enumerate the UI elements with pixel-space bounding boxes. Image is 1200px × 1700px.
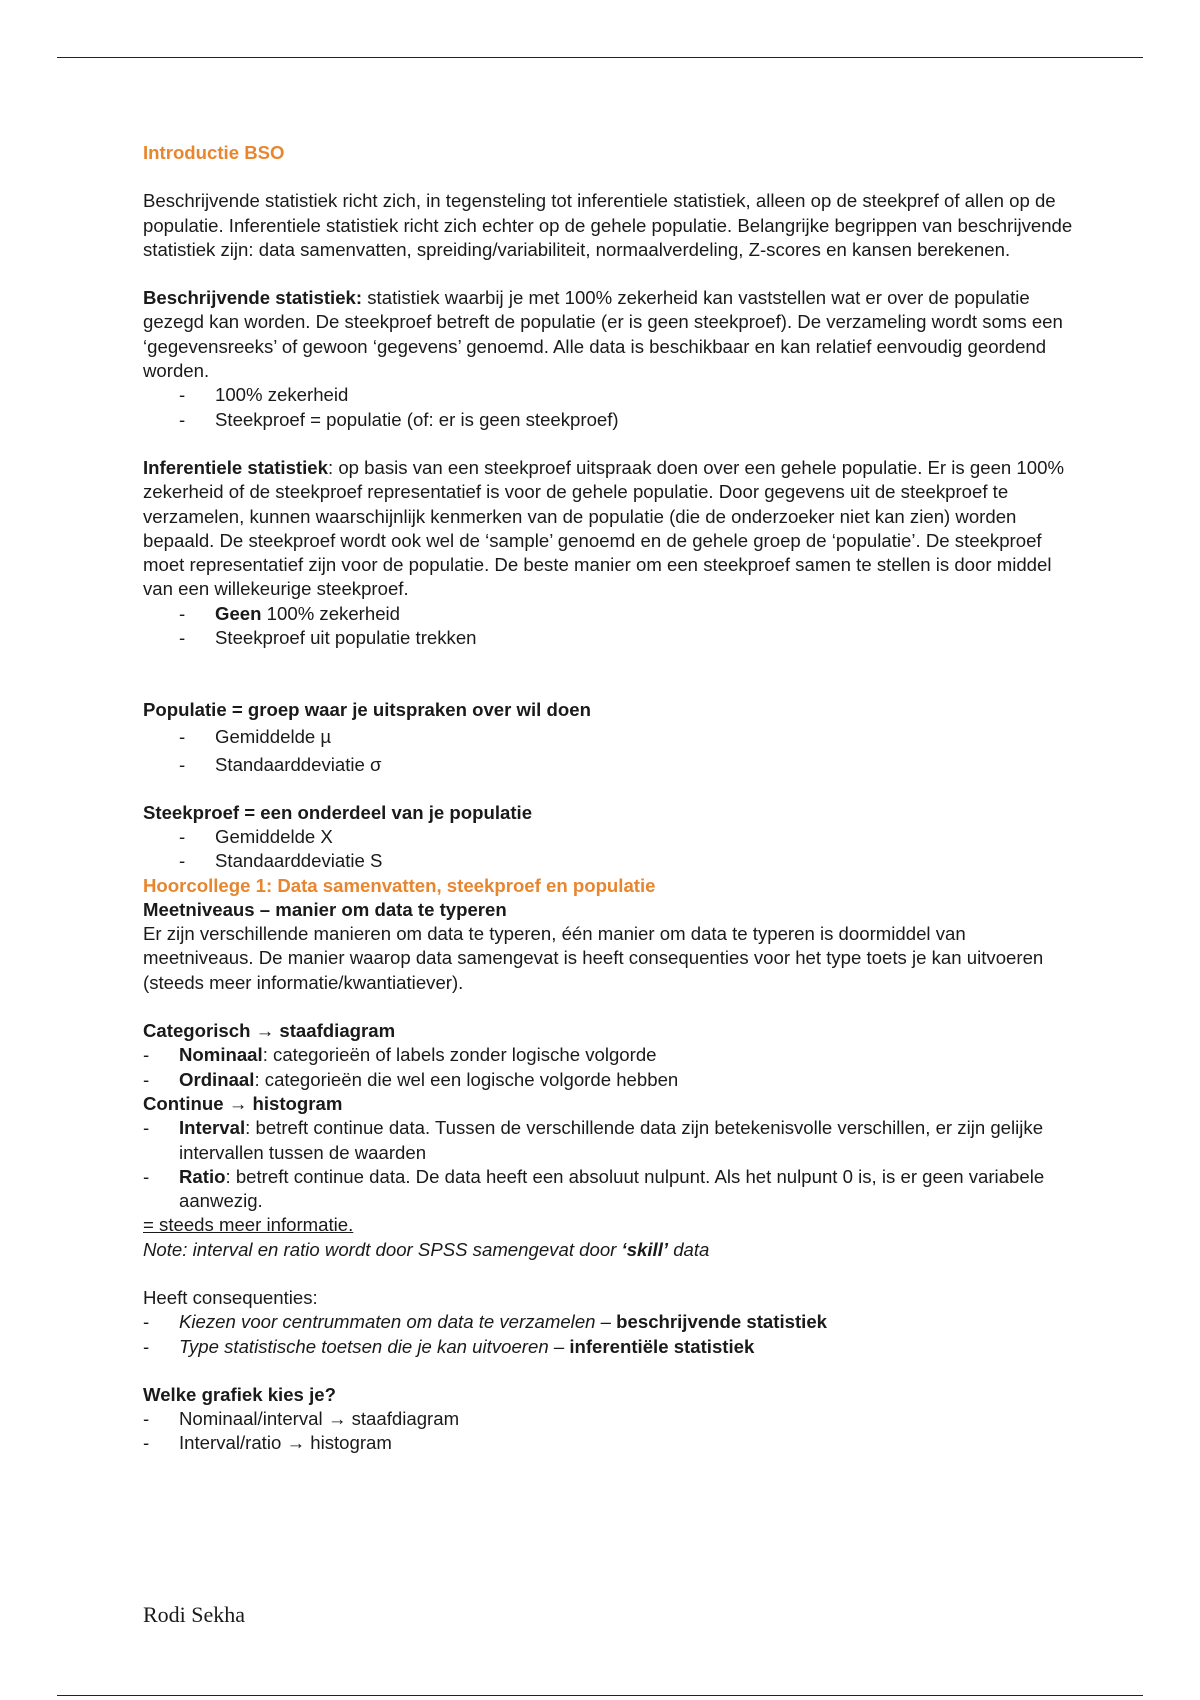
consequentie-text: Type statistische toetsen die je kan uitvoeren – <box>179 1335 570 1357</box>
interval-term: Interval <box>179 1117 246 1139</box>
more-info-text: = steeds meer informatie. <box>143 1214 354 1236</box>
section-title-introductie: Introductie BSO <box>143 142 285 163</box>
ratio-term: Ratio <box>179 1165 226 1187</box>
categorisch-heading-text: Categorisch → staafdiagram <box>143 1020 396 1042</box>
list-item: - Interval/ratio → histogram <box>143 1431 1073 1455</box>
meetniveaus-heading-text: Meetniveaus – manier om data te typeren <box>143 898 507 920</box>
note-text: Note: interval en ratio wordt door SPSS samengevat door <box>143 1238 622 1260</box>
note-bold: ‘skill’ <box>621 1238 669 1260</box>
nominaal-text: : categorieën of labels zonder logische volgorde <box>262 1044 657 1066</box>
beschrijvende-paragraph <box>143 286 1073 383</box>
bottom-rule <box>57 1695 1143 1696</box>
consequentie-bold: beschrijvende statistiek <box>616 1311 827 1333</box>
list-item <box>143 1165 1073 1214</box>
categorisch-list <box>143 1043 1073 1092</box>
steekproef-heading-text: Steekproef = een onderdeel van je populatie <box>143 801 533 823</box>
top-rule <box>57 57 1143 58</box>
beschrijvende-text: statistiek waarbij je met 100% zekerheid kan vaststellen wat er over de populatie gezegd kan worden. De steekproef betreft de populatie (er is geen steekproef). De verzameling wordt soms een ‘gegevensreeks’ of gewoon ‘gegevens’ genoemd. Alle data is beschikbaar en kan relatief eenvoudig geordend worden. <box>143 287 1063 382</box>
list-item: - Gemiddelde X <box>143 825 1073 849</box>
list-item <box>143 1116 1073 1165</box>
more-info-line <box>143 1213 1073 1237</box>
ordinaal-term: Ordinaal <box>179 1068 255 1090</box>
list-item: - Steekproef = populatie (of: er is geen steekproef) <box>143 408 1073 432</box>
list-item <box>143 1335 1073 1359</box>
spss-note <box>143 1238 1073 1262</box>
inferentiele-paragraph <box>143 456 1073 602</box>
interval-text: : betreft continue data. Tussen de verschillende data zijn betekenisvolle verschillen, er zijn gelijke intervallen tussen de waarden <box>179 1117 1044 1163</box>
intro-paragraph: Beschrijvende statistiek richt zich, in tegensteling tot inferentiele statistiek, alleen op de steekpref of allen op de populatie. Inferentiele statistiek richt zich echter op de gehele populatie. Belangrijke begrippen van beschrijvende statistiek zijn: data samenvatten, spreiding/variabiliteit, normaalverdeling, Z-scores en kansen berekenen. <box>143 190 1073 260</box>
list-item <box>143 1068 1073 1092</box>
list-item <box>143 1043 1073 1067</box>
consequenties-heading: Heeft consequenties: <box>143 1286 318 1308</box>
list-item: - 100% zekerheid <box>143 383 1073 407</box>
ordinaal-text: : categorieën die wel een logische volgorde hebben <box>254 1068 679 1090</box>
continue-list <box>143 1116 1073 1213</box>
list-item: - Standaarddeviatie σ <box>143 751 1073 779</box>
inferentiele-text: : op basis van een steekproef uitspraak doen over een gehele populatie. Er is geen 100% zekerheid of de steekproef representatief is voor de gehele populatie. Door gegevens uit de steekproef te verzamelen, kunnen waarschijnlijk kenmerken van de populatie (die de onderzoeker niet kan zien) worden bepaald. De steekproef wordt ook wel de ‘sample’ genoemd en de gehele groep de ‘populatie’. De steekproef moet representatief zijn voor de populatie. De beste manier om een steekproef samen te stellen is door middel van een willekeurige steekproef. <box>143 456 1064 600</box>
list-item: - Nominaal/interval → staafdiagram <box>143 1407 1073 1431</box>
populatie-heading <box>143 698 1073 722</box>
inferentiele-list <box>143 602 1073 651</box>
meetniveaus-paragraph: Er zijn verschillende manieren om data te typeren, één manier om data te typeren is doormiddel van meetniveaus. De manier waarop data samengevat is heeft consequenties voor het type toets je kan uitvoeren (steeds meer informatie/kwantiatiever). <box>143 923 1044 993</box>
meetniveaus-heading <box>143 898 1073 922</box>
categorisch-heading <box>143 1019 1073 1043</box>
document-body <box>143 141 1073 1456</box>
consequentie-bold: inferentiële statistiek <box>569 1335 755 1357</box>
list-item <box>143 1310 1073 1334</box>
list-item: - Standaarddeviatie S <box>143 849 1073 873</box>
continue-heading <box>143 1092 1073 1116</box>
list-item <box>143 602 1073 626</box>
inferentiele-term: Inferentiele statistiek <box>143 456 328 478</box>
section-title-hoorcollege: Hoorcollege 1: Data samenvatten, steekproef en populatie <box>143 874 656 896</box>
consequenties-list <box>143 1310 1073 1359</box>
continue-heading-text: Continue → histogram <box>143 1092 343 1114</box>
list-item-text: 100% zekerheid <box>261 602 401 624</box>
note-text-end: data <box>668 1238 710 1260</box>
ratio-text: : betreft continue data. De data heeft een absoluut nulpunt. Als het nulpunt 0 is, is er geen variabele aanwezig. <box>179 1165 1045 1212</box>
populatie-list <box>143 723 1073 779</box>
consequentie-text: Kiezen voor centrummaten om data te verzamelen – <box>179 1311 617 1333</box>
list-item: - Gemiddelde µ <box>143 723 1073 751</box>
nominaal-term: Nominaal <box>179 1044 263 1066</box>
grafiek-heading <box>143 1383 1073 1407</box>
beschrijvende-term: Beschrijvende statistiek: <box>143 287 363 309</box>
beschrijvende-list <box>143 383 1073 432</box>
steekproef-list <box>143 825 1073 874</box>
list-item-bold: Geen <box>215 602 262 624</box>
populatie-heading-text: Populatie = groep waar je uitspraken over wil doen <box>143 699 591 721</box>
list-item: - Steekproef uit populatie trekken <box>143 626 1073 650</box>
grafiek-heading-text: Welke grafiek kies je? <box>143 1383 336 1405</box>
grafiek-list <box>143 1407 1073 1456</box>
footer-author: Rodi Sekha <box>143 1602 246 1627</box>
steekproef-heading <box>143 801 1073 825</box>
